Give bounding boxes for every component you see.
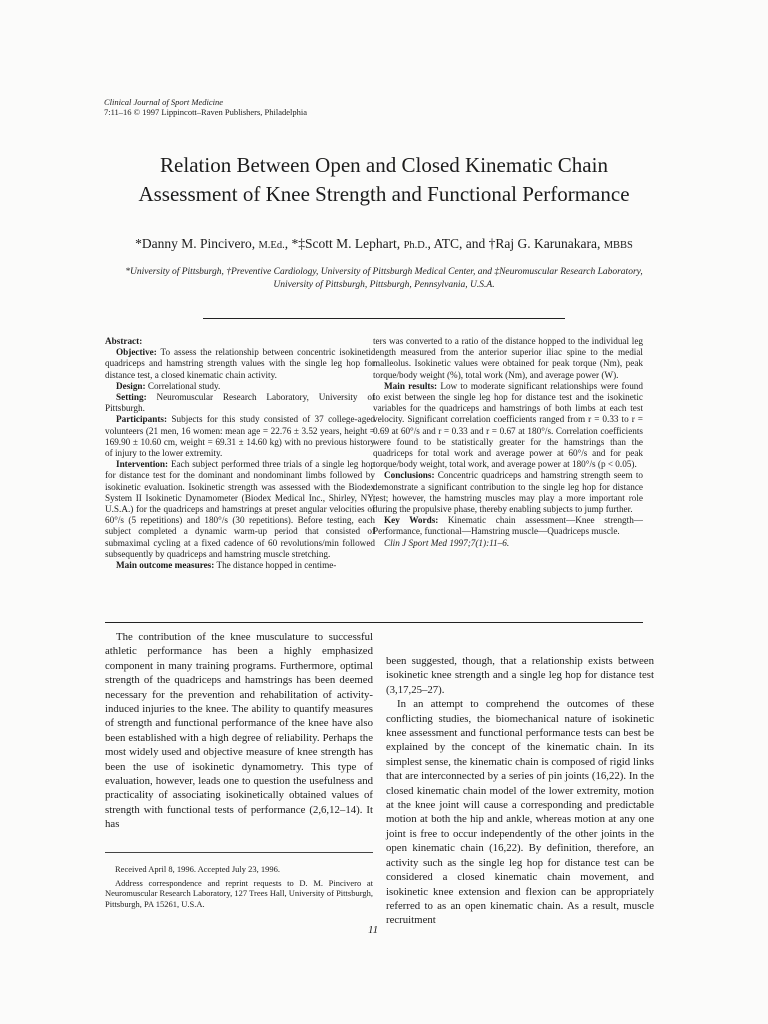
abstract-results: Main results: Low to moderate significant relationships were found to exist between the single leg hop for distance test and the isokinetic variables for the quadriceps and hamstrings of both limbs at each test velocity. Significant correlation coefficients ranged from r = 0.33 to r = 0.69 at 60°/s and r = 0.33 and r = 0.67 at 180°/s. Correlation coefficients were found to be statistically greater for the hamstrings than the quadriceps for total work and average power at 60°/s and for peak torque/body weight, total work, and average power at 180°/s (p < 0.05). [373, 380, 643, 470]
footnote-address: Address correspondence and reprint requests to D. M. Pincivero at Neuromuscular Research Laboratory, 127 Trees Hall, University of Pittsburgh, Pittsburgh, PA 15261, U.S.A. [105, 877, 373, 909]
body-paragraph-2: In an attempt to comprehend the outcomes of these conflicting studies, the biomechanical nature of isokinetic knee assessment and functional performance tests can best be explained by the concept of the kinematic chain. In its simplest sense, the kinematic chain is composed of rigid links that are interconnected by a series of pin joints (16,22). In the closed kinematic chain model of the lower extremity, motion at the knee joint will cause a corresponding and predictable motion at both the hip and ankle, whereas motion at any one joint is free to occur independently of the other joints in the open kinematic chain (16,22). By definition, therefore, an activity such as the single leg hop for distance test can be considered a closed kinematic chain movement, and isokinetic knee extension and flexion can be appropriately referred to as an open kinematic chain. As a result, muscle recruitment [386, 698, 654, 927]
abstract-objective: Objective: To assess the relationship between concentric isokinetic quadriceps and hamstring strength values with the single leg hop for distance test, a closed kinematic chain activity. [105, 347, 375, 380]
body-paragraph-1-continued: been suggested, though, that a relationship exists between isokinetic knee strength and a single leg hop for distance test (3,17,25–27). [386, 655, 654, 696]
abstract-top-rule [203, 318, 565, 319]
abstract-heading: Abstract: [105, 336, 143, 346]
journal-citation: 7:11–16 © 1997 Lippincott–Raven Publishers, Philadelphia [104, 107, 308, 117]
abstract-design: Design: Correlational study. [116, 380, 221, 391]
abstract-outcome-start: Main outcome measures: The distance hopped in centime- [116, 560, 337, 571]
journal-header [104, 97, 307, 117]
abstract-keywords: Key Words: Kinematic chain assessment—Knee strength—Performance, functional—Hamstring muscle—Quadriceps muscle. [373, 515, 643, 537]
body-paragraph-1: The contribution of the knee musculature to successful athletic performance has been a highly emphasized component in many training programs. Furthermore, optimal strength of the quadriceps and hamstrings has been deemed necessary for the prevention and rehabilitation of activity-induced injuries to the knee. The ability to quantify measures of strength and functional performance of the knee have also been established with a high degree of reliability. Perhaps the most widely used and objective measure of knee strength has been the use of isokinetic dynamometry. This type of evaluation, however, leads one to question the usefulness and practicality of associating isokinetically obtained values of strength with functional tests of performance (2,6,12–14). It has [105, 631, 373, 831]
abstract-setting: Setting: Neuromuscular Research Laboratory, University of Pittsburgh. [105, 392, 375, 414]
body-right-column [386, 654, 654, 928]
abstract-participants: Participants: Subjects for this study consisted of 37 college-aged volunteers (21 men, 16 women: mean age = 22.76 ± 3.52 years, height = 169.90 ± 10.60 cm, weight = 69.31 ± 14.60 kg) with no previous history of injury to the lower extremity. [105, 414, 375, 459]
author-1-degree: M.Ed. [258, 240, 285, 251]
affiliations: *University of Pittsburgh, †Preventive Cardiology, University of Pittsburgh Medical Center, and ‡Neuromuscular Research Laboratory, University of Pittsburgh, Pittsburgh, Pennsylvania, U.S.A. [125, 267, 643, 290]
author-list [40, 236, 728, 252]
abstract-outcome-text: The distance hopped in centime- [214, 560, 337, 571]
abstract-left-column [105, 336, 375, 571]
abstract-bottom-rule [105, 622, 643, 623]
page-number: 11 [368, 924, 379, 936]
footnote-rule [105, 852, 373, 853]
author-3-degree: MBBS [603, 240, 633, 251]
author-2-degree: Ph.D. [403, 240, 428, 251]
abstract-intervention: Intervention: Each subject performed three trials of a single leg hop for distance test for the dominant and nondominant limbs followed by isokinetic evaluation. Isokinetic strength was assessed with the Biodex System II Isokinetic Dynamometer (Biodex Medical Inc., Shirley, NY, U.S.A.) for the quadriceps and hamstrings at preset angular velocities of 60°/s (5 repetitions) and 180°/s (30 repetitions). Before testing, each subject completed a dynamic warm-up period that consisted of submaximal cycling at a fixed cadence of 60 revolutions/min followed subsequently by quadriceps and hamstring muscle stretching. [105, 459, 375, 559]
abstract-right-column [373, 336, 643, 549]
paper-title [40, 151, 728, 209]
author-2-3-text: , ATC, and †Raj G. Karunakara, [427, 236, 604, 251]
footnotes [105, 864, 373, 912]
abstract-outcome-continued: ters was converted to a ratio of the distance hopped to the individual leg length measured from the anterior superior iliac spine to the medial malleolus. Isokinetic values were obtained for peak torque (Nm), peak torque/body weight (%), total work (Nm), and average power (W). [373, 336, 643, 380]
title-line-2: Assessment of Knee Strength and Functional Performance [138, 182, 630, 206]
abstract-citation: Clin J Sport Med 1997;7(1):11–6. [384, 537, 510, 548]
abstract-conclusions: Conclusions: Concentric quadriceps and hamstring strength seem to demonstrate a significant contribution to the single leg hop for distance test; however, the hamstring muscles may play a more important role during the propulsive phase, thereby enabling subjects to jump further. [373, 470, 643, 515]
author-2-name: , *‡Scott M. Lephart, [284, 236, 404, 251]
journal-name: Clinical Journal of Sport Medicine [104, 97, 223, 107]
footnote-received: Received April 8, 1996. Accepted July 23, 1996. [115, 864, 281, 874]
body-left-column [105, 630, 373, 832]
author-1-name: *Danny M. Pincivero, [135, 236, 259, 251]
title-line-1: Relation Between Open and Closed Kinematic Chain [160, 153, 608, 177]
